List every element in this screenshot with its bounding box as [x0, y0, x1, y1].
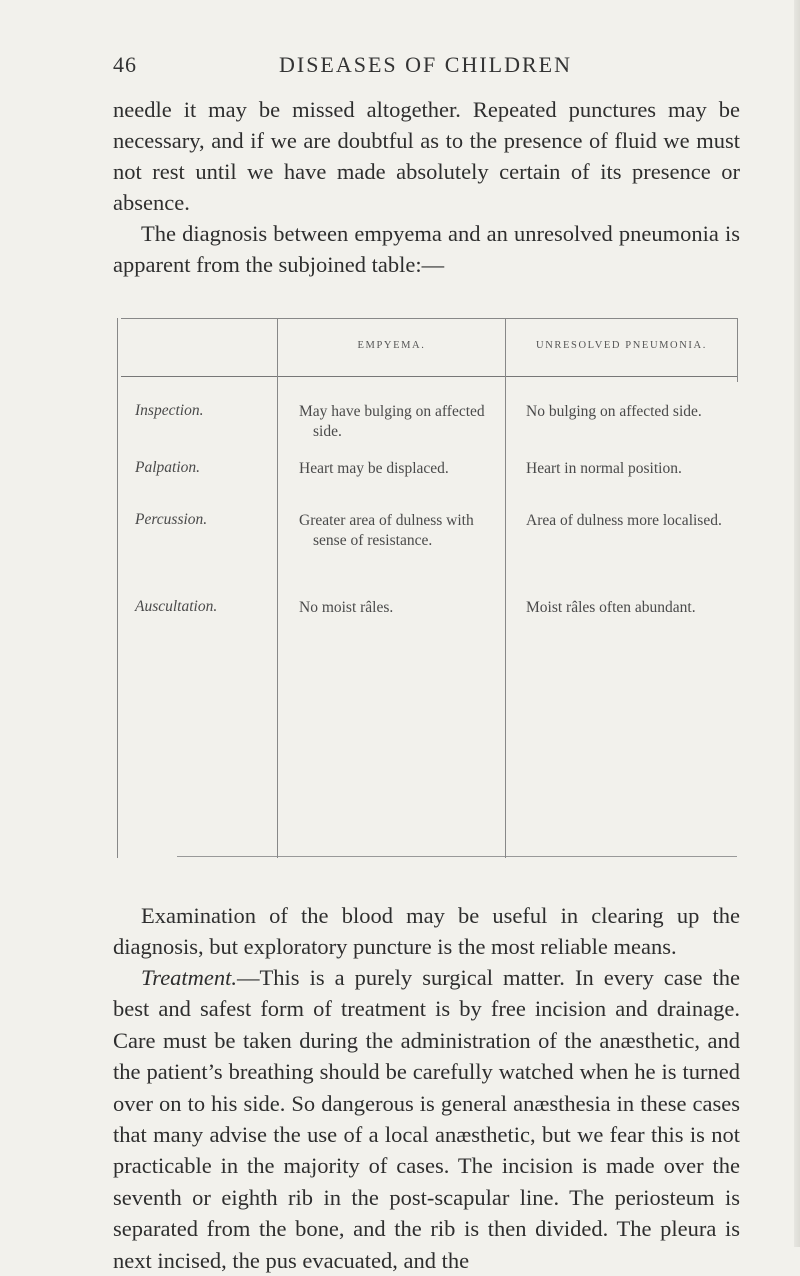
treatment-heading: Treatment. [141, 965, 238, 990]
cell-pneumonia-palpation: Heart in normal position. [526, 460, 682, 477]
column-header-unresolved-pneumonia: UNRESOLVED PNEUMONIA. [536, 340, 707, 351]
table-column-rule [277, 318, 278, 858]
cell-pneumonia-inspection: No bulging on affected side. [526, 403, 702, 420]
paragraph-needle-text: needle it may be missed altogether. Repeated punctures may be necessary, and if we are doubtful as to the presence of fluid we must not rest until we have made absolutely certain of its presence or absence. [113, 97, 740, 215]
paragraph-treatment-text: —This is a purely surgical matter. In every case the best and safest form of treatment is by free incision and drainage. Care must be taken during the administration of the anæsthetic, and the patient’s breathing should be carefully watched when he is turned over on to his side. So dangerous is general anæsthesia in these cases that many advise the use of a local anæsthetic, but we fear this is not practicable in the majority of cases. The incision is made over the seventh or eighth rib in the post-scapular line. The periosteum is separated from the bone, and the rib is then divided. The pleura is next incised, the pus evacuated, and the [113, 965, 740, 1273]
row-label-auscultation: Auscultation. [135, 598, 218, 615]
paragraph-diagnosis-text: The diagnosis between empyema and an unresolved pneumonia is apparent from the subjoined table:— [113, 221, 740, 277]
cell-pneumonia-percussion: Area of dulness more localised. [526, 512, 722, 529]
paragraph-treatment [113, 962, 740, 1276]
page-edge-shadow [794, 0, 800, 1247]
cell-empyema-auscultation: No moist râles. [299, 599, 394, 616]
row-label-inspection: Inspection. [135, 402, 204, 419]
cell-empyema-palpation: Heart may be displaced. [299, 460, 449, 477]
cell-empyema-percussion: Greater area of dulness with sense of resistance. [299, 512, 474, 549]
running-head [113, 52, 738, 82]
paragraph-blood-text: Examination of the blood may be useful in clearing up the diagnosis, but exploratory puncture is the most reliable means. [113, 903, 740, 959]
column-header-empyema: EMPYEMA. [357, 340, 426, 351]
table-top-rule [121, 318, 737, 319]
running-title: DISEASES OF CHILDREN [278, 52, 573, 77]
table-header-rule [121, 376, 737, 377]
page-number: 46 [113, 52, 137, 77]
row-label-palpation: Palpation. [135, 459, 201, 476]
cell-pneumonia-auscultation: Moist râles often abundant. [526, 599, 696, 616]
row-label-percussion: Percussion. [135, 511, 208, 528]
table-left-rule [117, 318, 118, 858]
paragraph-intro [113, 94, 740, 280]
table-right-rule [737, 318, 738, 382]
paragraph-blood-examination [113, 900, 740, 962]
table-column-rule [505, 318, 506, 858]
diagnosis-table [117, 318, 741, 858]
table-bottom-rule [177, 856, 737, 857]
cell-empyema-inspection: May have bulging on affected side. [299, 403, 485, 440]
